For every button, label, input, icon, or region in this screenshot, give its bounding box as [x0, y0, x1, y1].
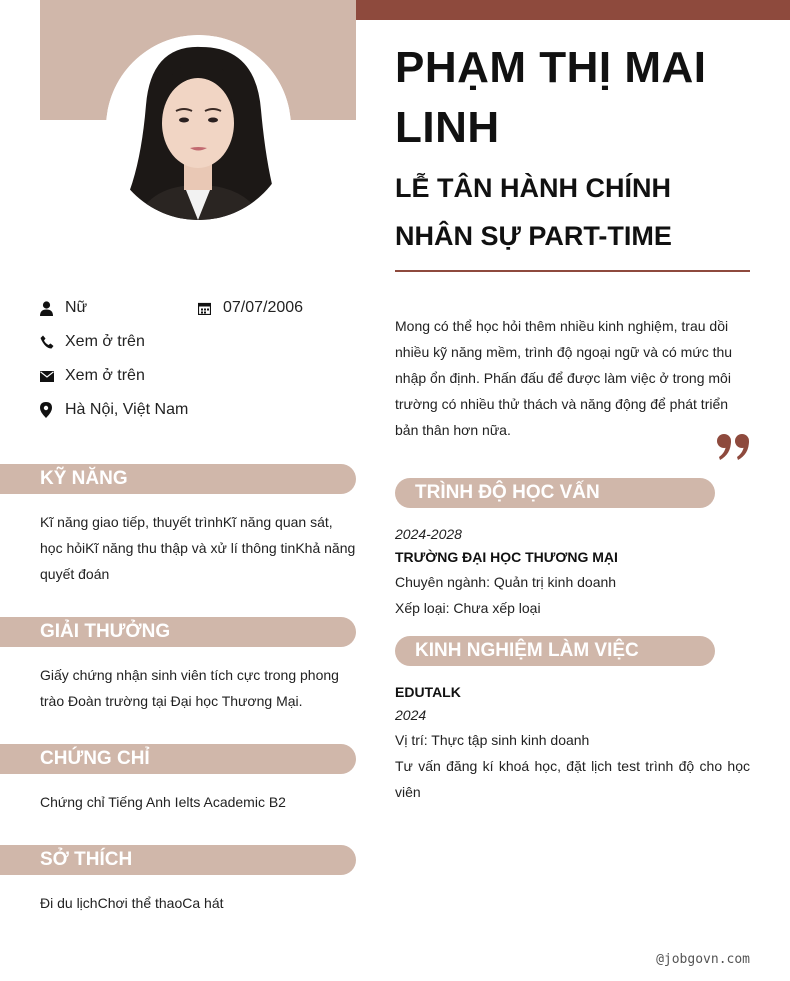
phone-icon [40, 335, 65, 349]
career-objective: Mong có thể học hỏi thêm nhiều kinh nghiệm, trau dồi nhiều kỹ năng mềm, trình độ ngoại ngữ và có mức thu nhập ổn định. Phấn đấu để được làm việc ở trong môi trường có nhiều thử thách và năng động để phát triển bản thân hơn nữa. [395, 318, 733, 438]
phone-row [40, 333, 145, 351]
hobbies-text: Đi du lịchChơi thể thaoCa hát [40, 895, 224, 911]
quote-icon [716, 432, 752, 464]
experience-description: Tư vấn đăng kí khoá học, đặt lịch test trình độ cho học viên [395, 758, 750, 800]
education-grade: Xếp loại: Chưa xếp loại [395, 600, 541, 616]
job-title: LỄ TÂN HÀNH CHÍNH NHÂN SỰ PART-TIME [395, 173, 672, 251]
candidate-name: PHẠM THỊ MAI LINH [395, 43, 707, 152]
envelope-icon [40, 371, 65, 382]
gender-value: Nữ [65, 299, 88, 316]
experience-position: Vị trí: Thực tập sinh kinh doanh [395, 732, 590, 748]
experience-heading: KINH NGHIỆM LÀM VIỆC [395, 636, 715, 666]
hobbies-heading: SỞ THÍCH [0, 845, 356, 875]
gender-row [40, 299, 87, 317]
education-period: 2024-2028 [395, 526, 462, 542]
address-value: Hà Nội, Việt Nam [65, 401, 189, 418]
top-accent-bar [356, 0, 790, 20]
map-pin-icon [40, 402, 65, 418]
calendar-icon [198, 302, 223, 315]
certificates-heading: CHỨNG CHỈ [0, 744, 356, 774]
watermark: @jobgovn.com [656, 952, 750, 967]
birthdate-value: 07/07/2006 [223, 299, 304, 316]
phone-value: Xem ở trên [65, 333, 145, 350]
skills-heading: KỸ NĂNG [0, 464, 356, 494]
awards-heading: GIẢI THƯỞNG [0, 617, 356, 647]
profile-photo [106, 35, 291, 220]
title-divider [395, 270, 750, 272]
email-value: Xem ở trên [65, 367, 145, 384]
certificates-text: Chứng chỉ Tiếng Anh Ielts Academic B2 [40, 794, 286, 810]
awards-text: Giấy chứng nhận sinh viên tích cực trong phong trào Đoàn trường tại Đại học Thương Mại. [40, 667, 339, 709]
email-row [40, 367, 145, 385]
address-row [40, 401, 188, 419]
education-school: TRƯỜNG ĐẠI HỌC THƯƠNG MẠI [395, 549, 618, 565]
education-major: Chuyên ngành: Quản trị kinh doanh [395, 574, 617, 590]
skills-text: Kĩ năng giao tiếp, thuyết trìnhKĩ năng quan sát, học hỏiKĩ năng thu thập và xử lí thông tinKhả năng quyết đoán [40, 514, 356, 582]
education-heading: TRÌNH ĐỘ HỌC VẤN [395, 478, 715, 508]
experience-company: EDUTALK [395, 684, 461, 700]
birthdate-row [198, 299, 303, 317]
experience-period: 2024 [395, 707, 427, 723]
person-icon [40, 301, 65, 316]
